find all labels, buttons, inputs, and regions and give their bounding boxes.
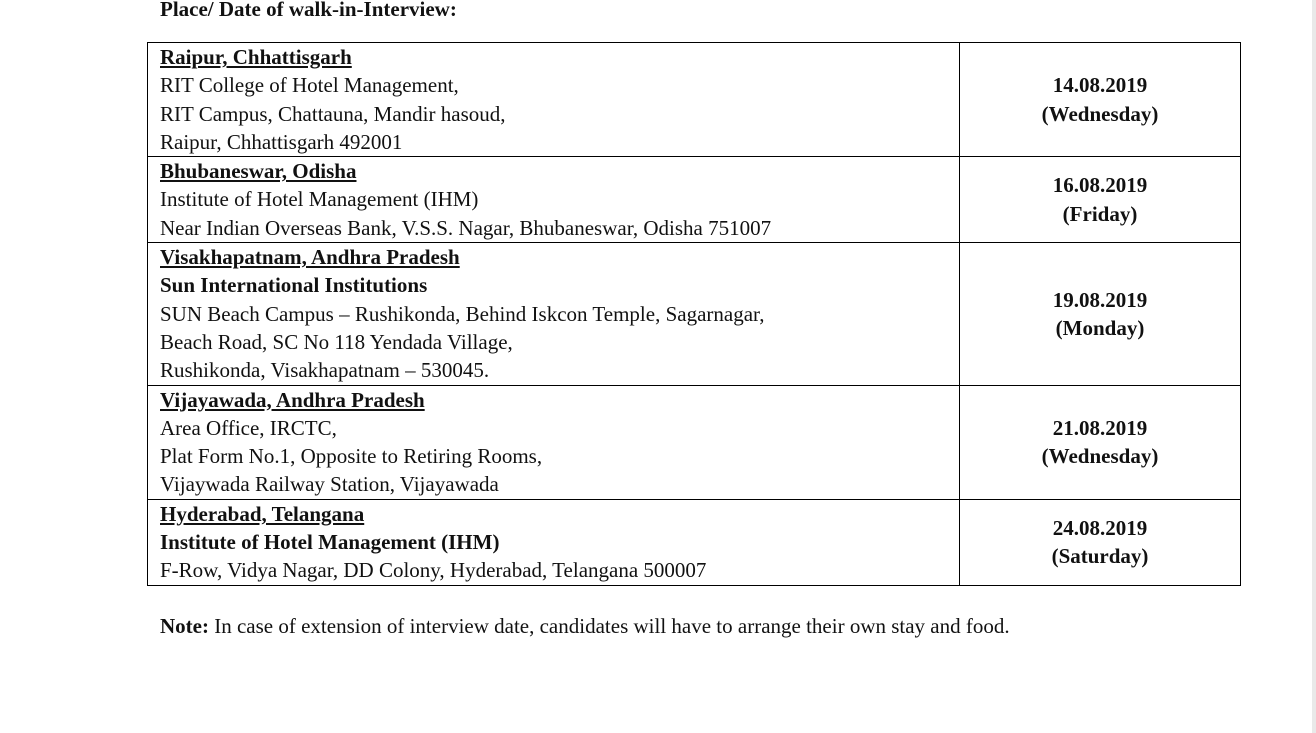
note-text: In case of extension of interview date, candidates will have to arrange their own stay and food.: [214, 614, 1010, 638]
address-line: Raipur, Chhattisgarh 492001: [160, 129, 403, 154]
date-cell: [960, 43, 1241, 157]
institution-name: Institute of Hotel Management (IHM): [160, 530, 500, 555]
address-line: RIT College of Hotel Management,: [160, 73, 459, 98]
address-line: Institute of Hotel Management (IHM): [160, 187, 479, 212]
address-line: RIT Campus, Chattauna, Mandir hasoud,: [160, 101, 506, 126]
city-name: Hyderabad, Telangana: [160, 501, 365, 526]
address-line: Vijaywada Railway Station, Vijayawada: [160, 472, 499, 497]
footnote: [160, 612, 1010, 640]
address-line: Rushikonda, Visakhapatnam – 530045.: [160, 358, 490, 383]
table-row: [148, 385, 1241, 499]
interview-day: (Wednesday): [1041, 101, 1159, 126]
date-cell: [960, 499, 1241, 585]
institution-name: Sun International Institutions: [160, 273, 428, 298]
address-line: Beach Road, SC No 118 Yendada Village,: [160, 329, 513, 354]
city-name: Visakhapatnam, Andhra Pradesh: [160, 245, 460, 270]
section-heading: Place/ Date of walk-in-Interview:: [160, 0, 457, 21]
note-label: Note:: [160, 614, 209, 638]
interview-date: 21.08.2019: [1052, 415, 1148, 440]
table-row: [148, 243, 1241, 385]
venue-cell: [148, 243, 960, 385]
city-name: Raipur, Chhattisgarh: [160, 45, 352, 69]
city-name: Bhubaneswar, Odisha: [160, 159, 357, 184]
address-line: Area Office, IRCTC,: [160, 415, 337, 440]
interview-date: 19.08.2019: [1052, 287, 1148, 312]
table-row: [148, 43, 1241, 157]
interview-day: (Friday): [1062, 201, 1138, 226]
city-name: Vijayawada, Andhra Pradesh: [160, 387, 425, 412]
interview-date: 16.08.2019: [1052, 173, 1148, 198]
venue-cell: [148, 385, 960, 499]
venue-cell: [148, 499, 960, 585]
table-row: [148, 157, 1241, 243]
interview-schedule-table: [147, 42, 1241, 586]
date-cell: [960, 157, 1241, 243]
interview-day: (Wednesday): [1041, 444, 1159, 469]
window-edge: [1312, 0, 1316, 733]
address-line: SUN Beach Campus – Rushikonda, Behind Iskcon Temple, Sagarnagar,: [160, 301, 765, 326]
venue-cell: [148, 43, 960, 157]
interview-date: 14.08.2019: [1052, 73, 1148, 98]
interview-day: (Monday): [1055, 315, 1145, 340]
date-cell: [960, 243, 1241, 385]
interview-day: (Saturday): [1051, 544, 1149, 569]
interview-date: 24.08.2019: [1052, 515, 1148, 540]
address-line: Plat Form No.1, Opposite to Retiring Rooms,: [160, 444, 543, 469]
address-line: Near Indian Overseas Bank, V.S.S. Nagar, Bhubaneswar, Odisha 751007: [160, 215, 772, 240]
date-cell: [960, 385, 1241, 499]
address-line: F-Row, Vidya Nagar, DD Colony, Hyderabad, Telangana 500007: [160, 558, 707, 583]
table-row: [148, 499, 1241, 585]
venue-cell: [148, 157, 960, 243]
